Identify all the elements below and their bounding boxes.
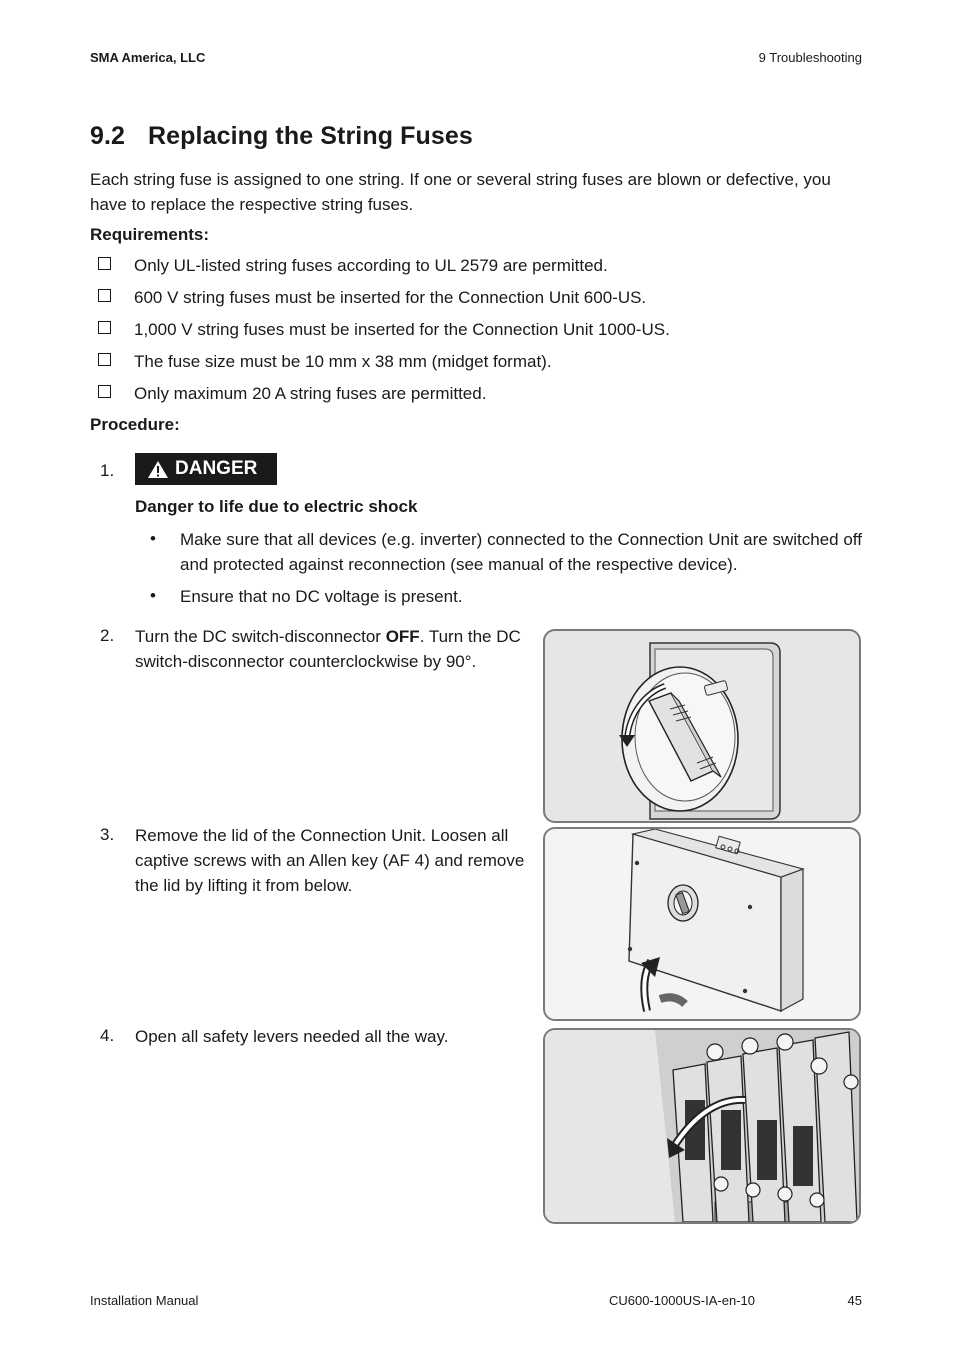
requirement-text: Only maximum 20 A string fuses are permitted. [134,384,487,403]
section-number: 9.2 [90,122,126,150]
warning-bullet: Ensure that no DC voltage is present. [180,587,463,606]
figure-remove-lid [543,827,861,1021]
footer-doc-title: Installation Manual [90,1293,199,1308]
bullet-glyph: • [150,529,156,548]
step-text-part: Turn the DC switch-disconnector [135,627,386,646]
step-text: Open all safety levers needed all the way. [135,1027,449,1046]
bullet-glyph: • [150,586,156,605]
checkbox-icon [98,321,111,334]
step-number: 3. [100,825,115,844]
fuse-holders-illustration [545,1030,859,1222]
header-company: SMA America, LLC [90,50,206,65]
procedure-label: Procedure: [90,415,180,434]
requirement-text: Only UL-listed string fuses according to UL 2579 are permitted. [134,256,608,275]
figure-dc-switch [543,629,861,823]
danger-label: DANGER [175,458,258,479]
requirement-text: The fuse size must be 10 mm x 38 mm (midget format). [134,352,552,371]
requirement-item [98,352,858,372]
danger-badge [135,453,277,485]
dc-switch-illustration [545,631,859,821]
intro-paragraph: Each string fuse is assigned to one string. If one or several string fuses are blown or defective, you have to replace the respective string fuses. [90,170,831,214]
step-number: 2. [100,626,115,645]
section-title-text: Replacing the String Fuses [148,122,473,150]
step-text [135,624,530,674]
requirements-label: Requirements: [90,225,210,244]
checkbox-icon [98,385,111,398]
step-text-part: . Turn the DC switch-disconnector counterclockwise by 90°. [135,627,521,671]
footer-page-number: 45 [847,1293,862,1308]
section-title [90,122,473,151]
requirement-text: 600 V string fuses must be inserted for the Connection Unit 600-US. [134,288,647,307]
warning-bullet: Make sure that all devices (e.g. inverter) connected to the Connection Unit are switched off and protected against reconnection (see manual of the respective device). [180,530,862,574]
step-text: Remove the lid of the Connection Unit. Loosen all captive screws with an Allen key (AF 4) and remove the lid by lifting it from below. [135,826,525,895]
checkbox-icon [98,353,111,366]
checkbox-icon [98,289,111,302]
warning-triangle-icon [147,460,169,479]
requirement-item [98,288,858,308]
footer-doc-code: CU600-1000US-IA-en-10 [609,1293,755,1308]
header-section: 9 Troubleshooting [758,50,862,65]
step-text-bold: OFF [385,627,420,646]
figure-safety-levers [543,1028,861,1224]
requirement-item [98,256,858,276]
requirement-text: 1,000 V string fuses must be inserted for the Connection Unit 1000-US. [134,320,670,339]
requirement-item [98,320,858,340]
step-number: 4. [100,1026,115,1045]
connection-unit-lid-illustration [545,829,859,1019]
warning-title: Danger to life due to electric shock [135,497,418,516]
step-number: 1. [100,461,115,480]
requirement-item [98,384,858,404]
checkbox-icon [98,257,111,270]
